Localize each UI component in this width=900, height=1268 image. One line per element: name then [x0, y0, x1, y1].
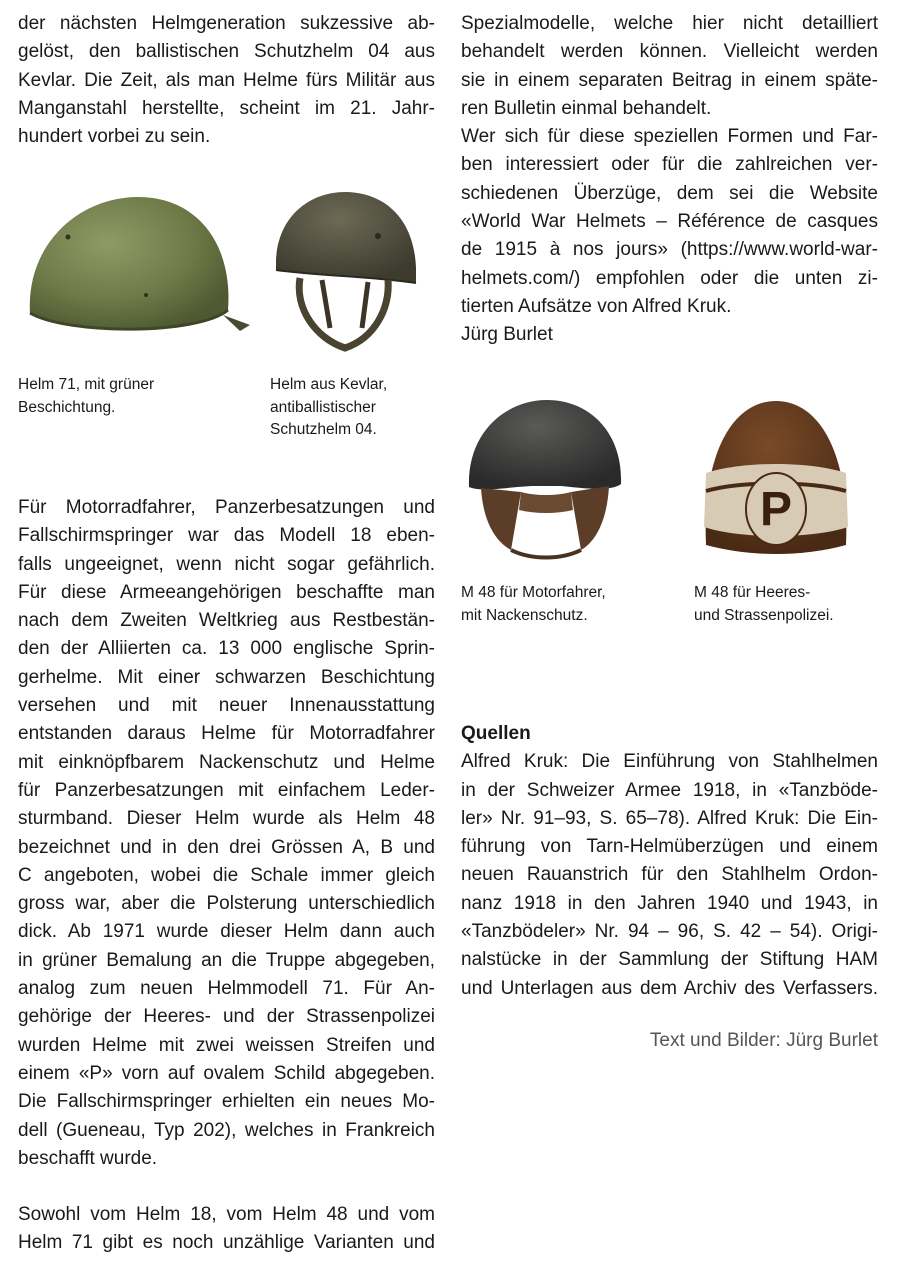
caption-line: antiballistischer: [270, 398, 376, 416]
m48-motorcycle-helmet-icon: [461, 392, 629, 564]
kevlar-helmet-04-icon: [270, 188, 420, 363]
figure-m48-motorcycle: [461, 392, 629, 564]
text-line: falls ungeeignet, wenn nicht sogar gefährlich.: [18, 553, 435, 575]
text-line: behandelt werden können. Vielleicht werden: [461, 41, 878, 63]
sources-heading: Quellen: [461, 723, 531, 744]
text-line: neuen Rauanstrich für den Stahlhelm Ordon-: [461, 864, 878, 886]
text-line: einem «P» vorn auf ovalem Schild abgegeben.: [18, 1062, 435, 1084]
right-top-paragraph: [461, 10, 878, 350]
text-line: gehörige der Heeres- und der Strassenpolizei: [18, 1006, 435, 1028]
text-line: sturmband. Dieser Helm wurde als Helm 48: [18, 808, 435, 830]
text-line: tierten Aufsätze von Alfred Kruk.: [461, 295, 732, 317]
text-line: helmets.com/) empfohlen oder die unten zi-: [461, 267, 878, 289]
helmet-71-green-icon: [18, 185, 258, 355]
author-signature: Jürg Burlet: [461, 324, 553, 346]
text-line: in grüner Bemalung an die Truppe abgegeben,: [18, 949, 435, 971]
text-line: Helm 71 gibt es noch unzählige Varianten und: [18, 1232, 435, 1254]
left-top-paragraph: [18, 10, 435, 151]
text-line: gelöst, den ballistischen Schutzhelm 04 aus: [18, 41, 435, 63]
police-badge-letter: P: [759, 483, 793, 536]
image-credit: Text und Bilder: Jürg Burlet: [649, 1030, 878, 1051]
text-line: Sowohl vom Helm 18, vom Helm 48 und vom: [18, 1204, 435, 1225]
text-line: dell (Gueneau, Typ 202), welches in Frankreich: [18, 1119, 435, 1141]
text-line: ben interessiert oder für die zahlreichen ver-: [461, 154, 878, 176]
text-line: Kevlar. Die Zeit, als man Helme fürs Militär aus: [18, 69, 435, 91]
text-line: wurden Helme mit zwei weissen Streifen und: [18, 1034, 435, 1056]
text-line: nanz 1918 in den Jahren 1940 und 1943, in: [461, 892, 878, 914]
caption-kevlar-helmet: [270, 374, 440, 442]
caption-line: mit Nackenschutz.: [461, 606, 588, 624]
text-line: «Tanzbödeler» Nr. 94 – 96, S. 42 – 54). Origi-: [461, 921, 878, 943]
figure-m48-police: [702, 395, 850, 560]
caption-m48-motorcycle: [461, 582, 681, 627]
text-line: nach dem Zweiten Weltkrieg aus Restbestän-: [18, 610, 435, 632]
text-line: sie in einem separaten Beitrag in einem späte-: [461, 69, 878, 91]
text-line: C angeboten, wobei die Schale immer gleich: [18, 864, 435, 886]
caption-line: Helm aus Kevlar,: [270, 376, 388, 393]
text-line: beschafft wurde.: [18, 1147, 158, 1169]
text-line: Wer sich für diese speziellen Formen und Far-: [461, 126, 878, 148]
text-line: den der Alliierten ca. 13 000 englische Sprin-: [18, 638, 435, 660]
text-line: Die Fallschirmspringer erhielten ein neues Mo-: [18, 1091, 435, 1113]
sources-section: [461, 720, 878, 1003]
text-line: nalstücke in der Sammlung der Stiftung HAM: [461, 949, 878, 971]
text-line: Für Motorradfahrer, Panzerbesatzungen und: [18, 497, 435, 518]
text-line: Spezialmodelle, welche hier nicht detailliert: [461, 13, 878, 34]
text-line: mit einknöpfbarem Nackenschutz und Helme: [18, 751, 435, 773]
text-line: Manganstahl herstellte, scheint im 21. Jahr-: [18, 97, 435, 119]
text-line: ler» Nr. 91–93, S. 65–78). Alfred Kruk: Die Ein-: [461, 807, 878, 829]
caption-m48-police: [694, 582, 884, 627]
text-line: ren Bulletin einmal behandelt.: [461, 97, 712, 119]
text-line: schiedenen Überzüge, dem sei die Website: [461, 182, 878, 204]
text-line: gross war, aber die Polsterung unterschiedlich: [18, 893, 435, 915]
text-line: in der Schweizer Armee 1918, in «Tanzböde-: [461, 779, 878, 801]
caption-line: M 48 für Heeres-: [694, 584, 811, 601]
text-line: Für diese Armeeangehörigen beschaffte man: [18, 581, 435, 603]
left-main-paragraph: [18, 494, 435, 1173]
credit-block: [461, 1030, 878, 1052]
text-line: analog zum neuen Helmmodell 71. Für An-: [18, 978, 435, 1000]
text-line: gerhelme. Mit einer schwarzen Beschichtung: [18, 666, 435, 688]
caption-line: und Strassenpolizei.: [694, 606, 834, 624]
caption-line: M 48 für Motorfahrer,: [461, 584, 606, 601]
caption-line: Schutzhelm 04.: [270, 421, 377, 438]
text-line: Fallschirmspringer war das Modell 18 eben-: [18, 525, 435, 547]
text-line: hundert vorbei zu sein.: [18, 126, 211, 148]
text-line: für Panzerbesatzungen mit einfachem Leder-: [18, 779, 435, 801]
figure-helm-71: [18, 185, 258, 355]
figure-kevlar-helmet: [270, 188, 420, 363]
caption-line: Beschichtung.: [18, 398, 116, 416]
m48-police-helmet-icon: [702, 395, 850, 560]
left-column: [18, 10, 435, 151]
text-line: und Unterlagen aus dem Archiv des Verfassers.: [461, 977, 878, 999]
text-line: «World War Helmets – Référence de casques: [461, 211, 878, 233]
caption-line: Helm 71, mit grüner: [18, 376, 155, 393]
text-line: versehen und mit neuer Innenausstattung: [18, 695, 435, 717]
caption-helm-71: [18, 374, 248, 419]
text-line: bezeichnet und in den drei Grössen A, B und: [18, 836, 435, 858]
text-line: Alfred Kruk: Die Einführung von Stahlhelmen: [461, 751, 878, 773]
text-line: de 1915 à nos jours» (https://www.world-war-: [461, 239, 878, 261]
text-line: entstanden daraus Helme für Motorradfahrer: [18, 723, 435, 745]
text-line: führung von Tarn-Helmüberzügen und einem: [461, 836, 878, 858]
text-line: dick. Ab 1971 wurde dieser Helm dann auch: [18, 921, 435, 943]
text-line: der nächsten Helmgeneration sukzessive ab-: [18, 13, 435, 34]
left-last-paragraph: [18, 1201, 435, 1258]
